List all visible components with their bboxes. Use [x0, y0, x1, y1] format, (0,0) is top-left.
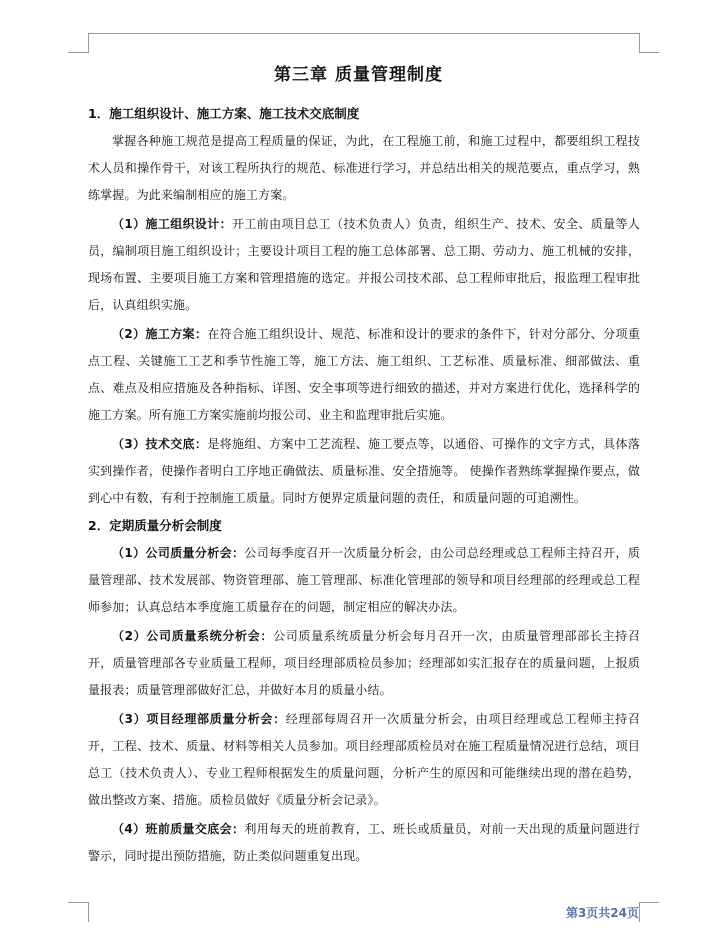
paragraph-text: 掌握各种施工规范是提高工程质量的保证，为此，在工程施工前，和施工过程中，都要组织工程技术人员和操作骨干，对该工程所执行的规范、标准进行学习，并总结出相关的规范要点，重点学习，熟练掌握。为此来编制相应的施工方案。 [88, 134, 640, 202]
paragraph-text: 公司每季度召开一次质量分析会，由公司总经理或总工程师主持召开，质量管理部、技术发展部、物资管理部、施工管理部、标准化管理部的领导和项目经理部的经理或总工程师参加；认真总结本季度施工质量存在的问题，制定相应的解决办法。 [88, 546, 640, 614]
paragraph-lead: （3）技术交底： [112, 437, 208, 451]
section-heading: 1．施工组织设计、施工方案、施工技术交底制度 [88, 106, 360, 121]
paragraph [88, 431, 640, 512]
paragraph-lead: （1）公司质量分析会： [112, 546, 245, 560]
crop-mark-bottom-left-h [68, 902, 88, 903]
paragraph [88, 816, 640, 870]
crop-mark-top-right-h [639, 52, 659, 53]
crop-mark-top-left-v [88, 33, 89, 53]
paragraph-text: 是将施组、方案中工艺流程、施工要点等，以通俗、可操作的文字方式，具体落实到操作者，使操作者明白工序地正确做法、质量标准、安全措施等。 使操作者熟练掌握操作要点，做到心中有数，有利于控制施工质量。同时方便界定质量问题的责任，和质量问题的可追溯性。 [88, 437, 640, 505]
paragraph [88, 321, 640, 429]
paragraph-text: 公司质量系统质量分析会每月召开一次，由质量管理部部长主持召开，质量管理部各专业质量工程师，项目经理部质检员参加；经理部如实汇报存在的质量问题，上报质量报表；质量管理部做好汇总，并做好本月的质量小结。 [88, 629, 640, 697]
paragraph-lead: （4）班前质量交底会： [112, 822, 245, 836]
crop-mark-bottom-left-v [88, 902, 89, 922]
paragraph-text: 经理部每周召开一次质量分析会，由项目经理或总工程师主持召开，工程、技术、质量、材料等相关人员参加。项目经理部质检员对在施工程质量情况进行总结，项目总工（技术负责人）、专业工程师根据发生的质量问题，分析产生的原因和可能继续出现的潜在趋势，做出整改方案、措施。质检员做好《质量分析会记录》。 [88, 712, 641, 807]
page-number-footer: 第3页共24页 [565, 906, 639, 920]
paragraph [88, 706, 640, 814]
paragraph-lead: （1）施工组织设计： [112, 217, 233, 231]
paragraph-text: 开工前由项目总工（技术负责人）负责，组织生产、技术、安全、质量等人员，编制项目施工组织设计；主要设计项目工程的施工总体部署、总工期、劳动力、施工机械的安排，现场布置、主要项目施工方案和管理措施的选定。并报公司技术部、总工程师审批后，报监理工程审批后，认真组织实施。 [88, 217, 640, 312]
paragraph-lead: （2）施工方案： [112, 327, 208, 341]
paragraph [88, 623, 640, 704]
section-heading: 2．定期质量分析会制度 [88, 518, 222, 533]
crop-mark-top-right-v [639, 33, 640, 53]
paragraph [88, 211, 640, 319]
paragraph-text: 利用每天的班前教育，工、班长或质量员，对前一天出现的质量问题进行警示，同时提出预防措施，防止类似问题重复出现。 [88, 822, 640, 863]
paragraph-lead: （3）项目经理部质量分析会： [112, 712, 286, 726]
paragraph-lead: （2）公司质量系统分析会： [112, 629, 274, 643]
paragraph [88, 128, 640, 209]
crop-mark-bottom-right-v [639, 902, 640, 922]
paragraph-text: 在符合施工组织设计、规范、标准和设计的要求的条件下，针对分部分、分项重点工程、关键施工工艺和季节性施工等，施工方法、施工组织、工艺标准、质量标准、细部做法、重点、难点及相应措施及各种指标、详图、安全事项等进行细致的描述，并对方案进行优化，选择科学的施工方案。所有施工方案实施前均报公司、业主和监理审批后实施。 [88, 327, 640, 422]
chapter-title: 第三章 质量管理制度 [274, 65, 443, 85]
crop-mark-top-rule [88, 33, 639, 34]
crop-mark-top-left-h [68, 52, 88, 53]
crop-mark-bottom-right-h [639, 902, 659, 903]
document-body [88, 100, 640, 872]
paragraph [88, 540, 640, 621]
